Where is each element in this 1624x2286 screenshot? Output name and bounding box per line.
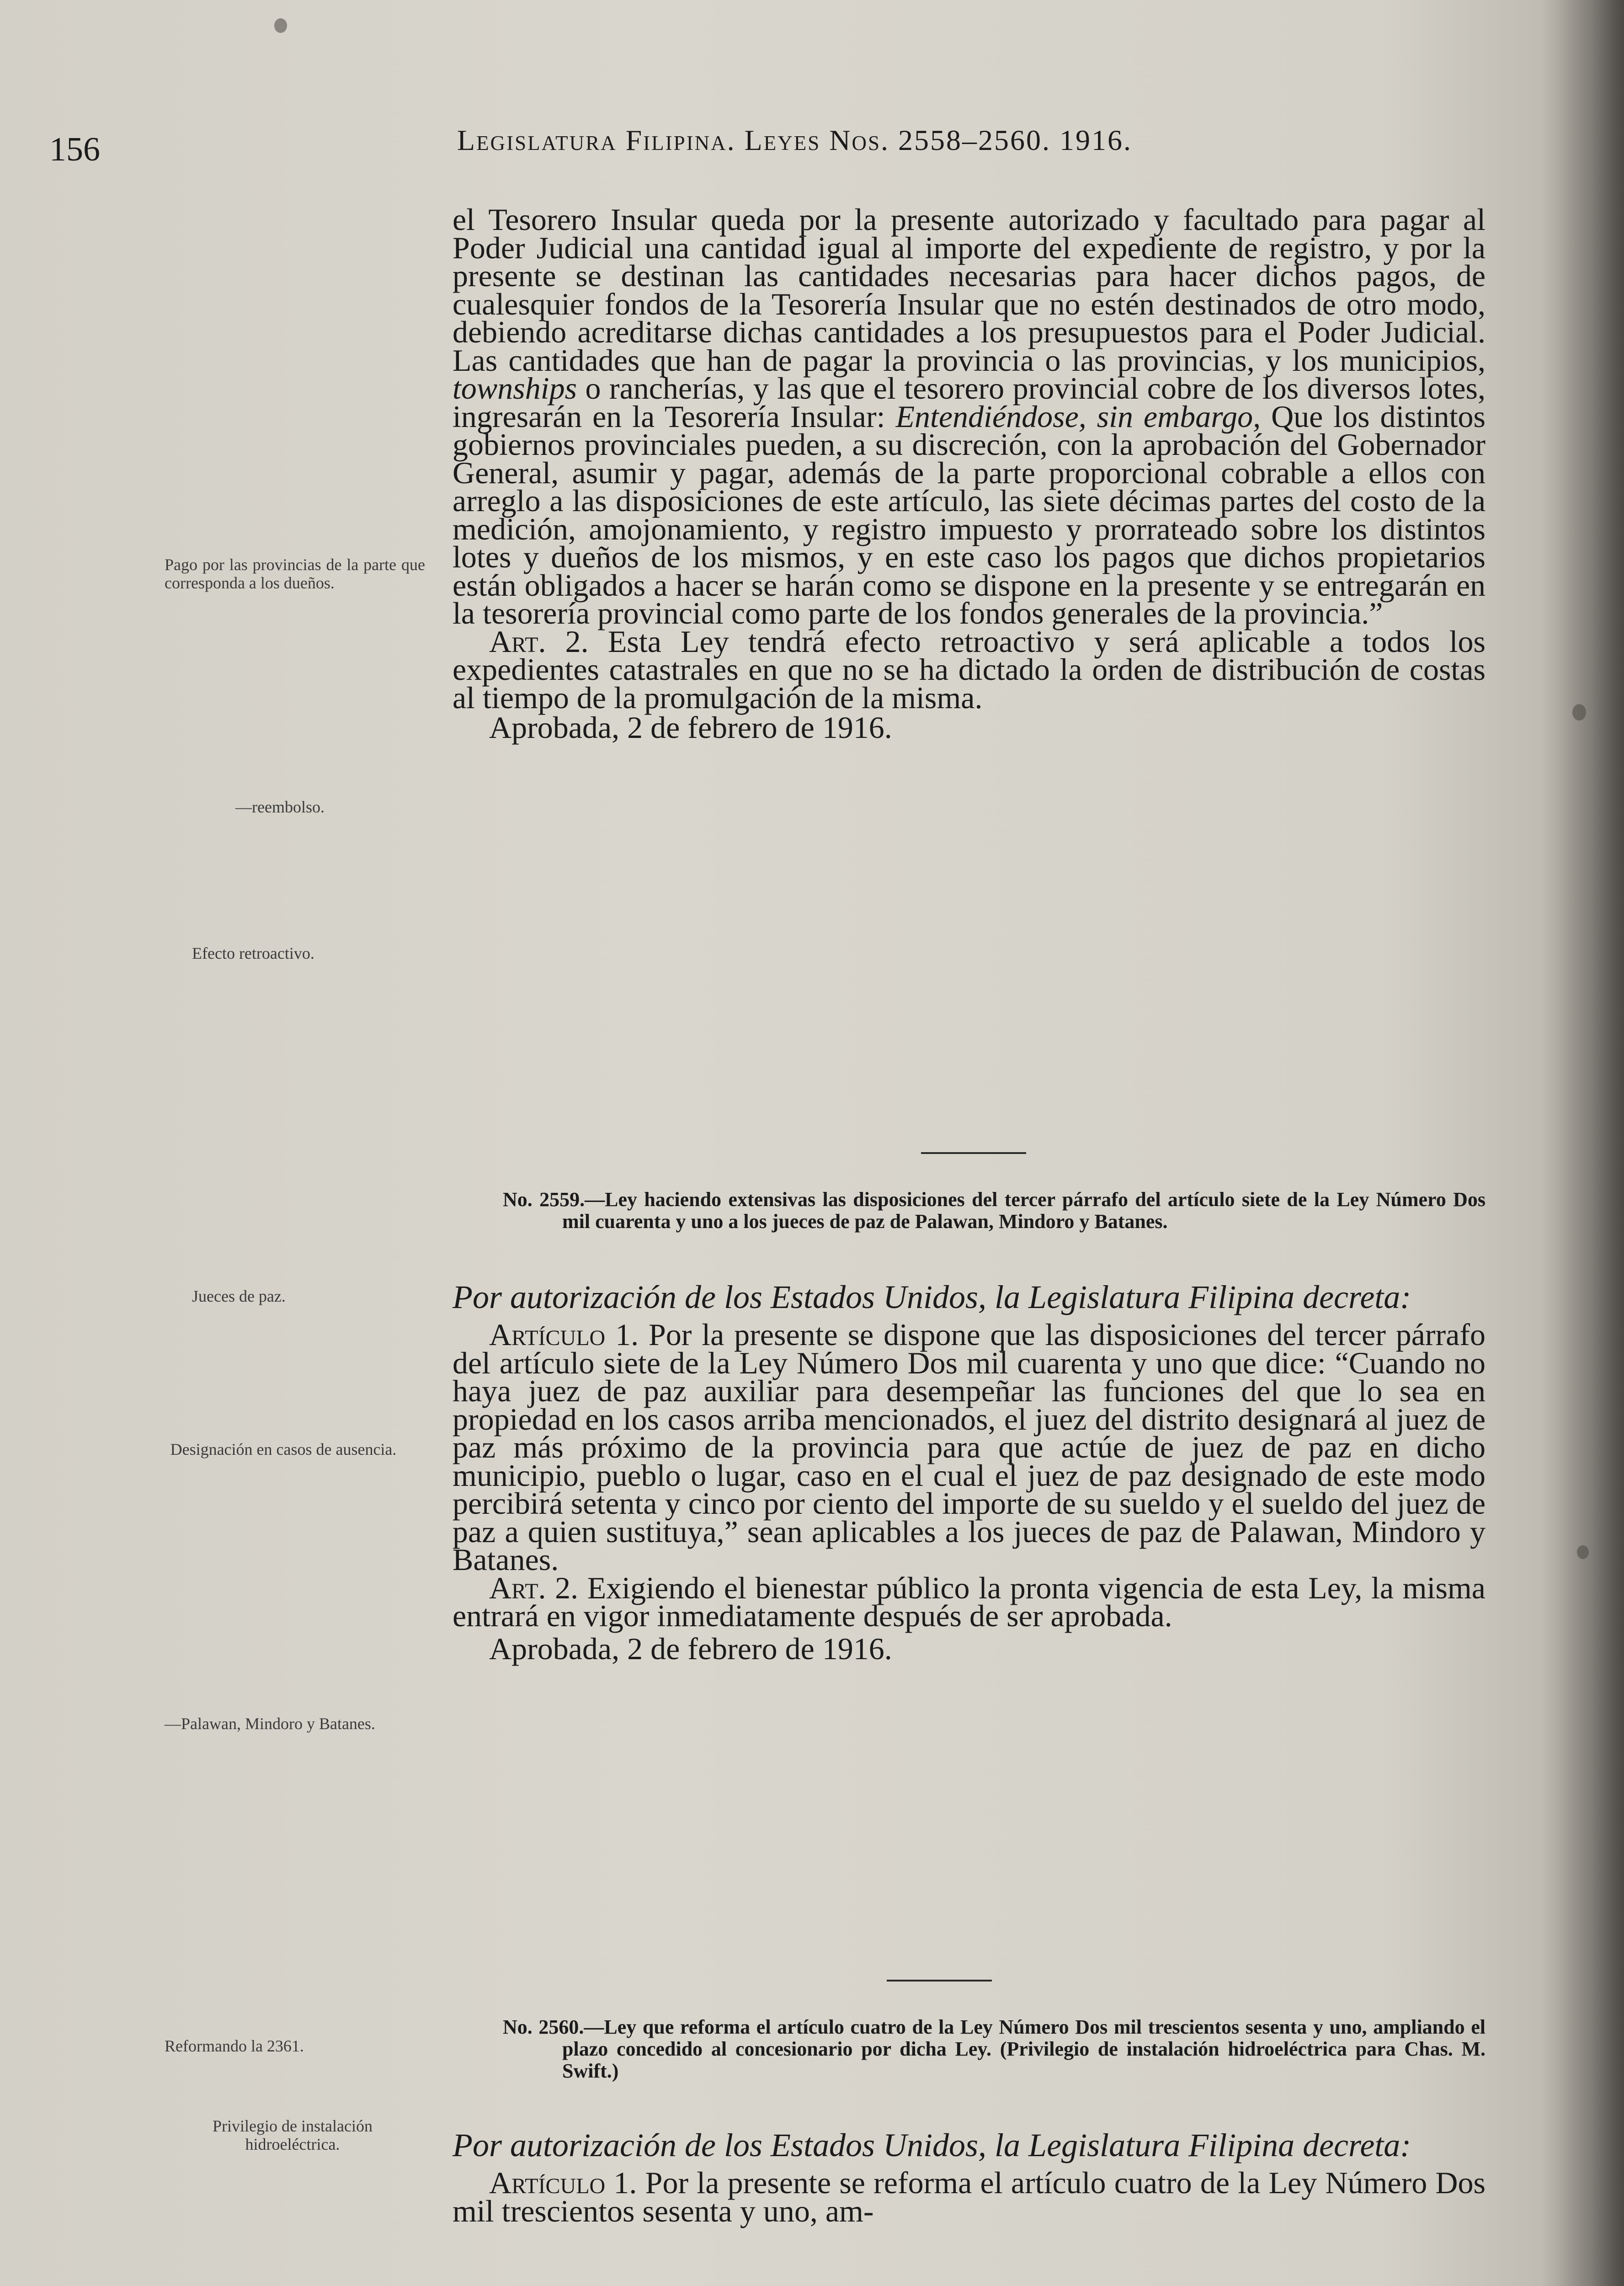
margin-note-efecto-retroactivo: Efecto retroactivo. bbox=[192, 944, 314, 962]
article-1-paragraph: Artículo 1. Por la presente se dispone que las disposiciones del tercer párrafo del artículo siete de la Ley Número Dos mil cuarenta y uno que dice: “Cuando no haya juez de paz auxiliar para desempeñar las funciones del que lo sea en propiedad en los casos arriba mencionados, el juez del distrito designará al juez de paz más próximo de la provincia para que actúe de juez de paz en dicho municipio, pueblo o lugar, caso en el cual el juez de paz designado de este modo percibirá setenta y cinco por ciento del importe de su sueldo y el sueldo del juez de paz a quien sustituya,” sean aplicables a los jueces de paz de Palawan, Mindoro y Batanes. bbox=[453, 1317, 1486, 1577]
page-number: 156 bbox=[49, 131, 100, 168]
margin-note-jueces-de-paz: Jueces de paz. bbox=[192, 1287, 286, 1305]
margin-note-designacion: Designación en casos de ausencia. bbox=[170, 1440, 397, 1458]
article-1-paragraph: Artículo 1. Por la presente se reforma el artículo cuatro de la Ley Número Dos mil trescientos sesenta y uno, am- bbox=[453, 2165, 1486, 2228]
running-head: Legislatura Filipina. Leyes Nos. 2558–2560. 1916. bbox=[457, 124, 1132, 156]
print-speck bbox=[1577, 1545, 1589, 1559]
approval-date: Aprobada, 2 de febrero de 1916. bbox=[489, 1631, 892, 1666]
section-divider bbox=[887, 1980, 992, 1982]
article-2-paragraph: Art. 2. Esta Ley tendrá efecto retroactivo y será aplicable a todos los expedientes catastrales en que no se ha dictado la orden de distribución de costas al tiempo de la promulgación de la misma. bbox=[453, 624, 1486, 715]
body-section-2560 bbox=[453, 2127, 1486, 2228]
print-speck bbox=[1572, 704, 1586, 721]
body-section-2559 bbox=[453, 1279, 1486, 1666]
page-edge-shadow bbox=[1542, 0, 1624, 2286]
margin-note-palawan: —Palawan, Mindoro y Batanes. bbox=[165, 1714, 375, 1733]
margin-note-reembolso: —reembolso. bbox=[235, 798, 325, 816]
margin-note-privilegio: Privilegio de instalación hidroeléctrica. bbox=[213, 2117, 373, 2153]
article-2-paragraph: Art. 2. Exigiendo el bienestar público la pronta vigencia de esta Ley, la misma entrará en vigor inmediatamente después de ser aprobada. bbox=[453, 1570, 1486, 1633]
margin-note-reformando: Reformando la 2361. bbox=[165, 2037, 304, 2055]
margin-note-pago: Pago por las provincias de la parte que corresponda a los dueños. bbox=[165, 555, 425, 592]
law-2559-heading: No. 2559.—Ley haciendo extensivas las disposiciones del tercer párrafo del artículo siete de la Ley Número Dos mil cuarenta y uno a los jueces de paz de Palawan, Mindoro y Batanes. bbox=[503, 1188, 1486, 1233]
law-2560-heading: No. 2560.—Ley que reforma el artículo cuatro de la Ley Número Dos mil trescientos sesenta y uno, ampliando el plazo concedido al concesionario por dicha Ley. (Privilegio de instalación hidroeléctrica para Chas. M. Swift.) bbox=[503, 2016, 1486, 2082]
paragraph-continuation: el Tesorero Insular queda por la presente autorizado y facultado para pagar al Poder Judicial una cantidad igual al importe del expediente de registro, y por la presente se destinan las cantidades necesarias para hacer dichos pagos, de cualesquier fondos de la Tesorería Insular que no estén destinados de otro modo, debiendo acreditarse dichas cantidades a los presupuestos para el Poder Judicial. Las cantidades que han de pagar la provincia o las provincias, y los municipios, townships o rancherías, y las que el tesorero provincial cobre de los diversos lotes, ingresarán en la Tesorería Insular: Entendiéndose, sin embargo, Que los distintos gobiernos provinciales pueden, a su discreción, con la aprobación del Gobernador General, asumir y pagar, además de la parte proporcional cobrable a ellos con arreglo a las disposiciones de este artículo, las siete décimas partes del costo de la medición, amojonamiento, y registro impuesto y prorrateado sobre los distintos lotes y dueños de los mismos, y en este caso los pagos que dichos propietarios están obligados a hacer se harán como se dispone en la presente y se entregarán en la tesorería provincial como parte de los fondos generales de la provincia.” bbox=[453, 202, 1486, 630]
enacting-clause: Por autorización de los Estados Unidos, la Legislatura Filipina decreta: bbox=[453, 1279, 1411, 1315]
section-divider bbox=[921, 1152, 1026, 1154]
approval-date: Aprobada, 2 de febrero de 1916. bbox=[489, 710, 892, 745]
enacting-clause: Por autorización de los Estados Unidos, la Legislatura Filipina decreta: bbox=[453, 2127, 1411, 2163]
print-speck bbox=[274, 18, 287, 33]
body-section-2558 bbox=[453, 202, 1486, 745]
